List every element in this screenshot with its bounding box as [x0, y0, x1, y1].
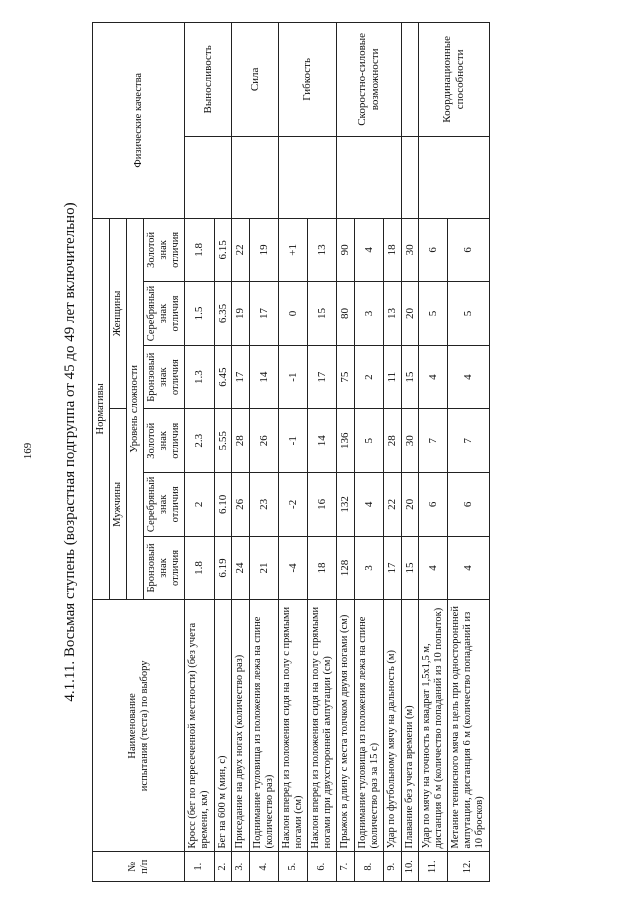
row-value: 1.8: [185, 536, 214, 600]
row-num: 5.: [278, 852, 307, 882]
rotated-page-content: [56, 22, 640, 882]
quality-blank: [419, 136, 489, 218]
table-row: [337, 23, 355, 882]
row-value: 1.5: [185, 282, 214, 346]
row-value: 6: [419, 218, 448, 282]
row-value: 30: [401, 218, 419, 282]
row-test-name: Поднимание туловища из положения лежа на спине (количество раз за 15 с): [354, 600, 383, 852]
row-value: 13: [308, 218, 337, 282]
row-value: 6.15: [214, 218, 232, 282]
row-value: 13: [383, 282, 401, 346]
normatives-table: [92, 22, 490, 882]
row-test-name: Метание теннисного мяча в цель при одностороннней ампутации, дистанция 6 м (количество попаданий из 10 бросков): [448, 600, 489, 852]
header-qualities: Физические качества: [93, 23, 185, 219]
header-women: Женщины: [110, 218, 127, 409]
row-value: 4: [419, 536, 448, 600]
row-value: 5: [354, 409, 383, 473]
row-value: 4: [419, 345, 448, 409]
header-badge: Бронзовый знак отличия: [144, 536, 185, 600]
row-value: 15: [401, 345, 419, 409]
row-value: 19: [232, 282, 250, 346]
row-value: 26: [232, 473, 250, 537]
header-men: Мужчины: [110, 409, 127, 600]
row-value: 5: [448, 282, 489, 346]
row-value: 20: [401, 473, 419, 537]
row-value: 80: [337, 282, 355, 346]
table-row: [278, 23, 307, 882]
row-value: 21: [249, 536, 278, 600]
quality-endurance: Выносливость: [185, 23, 232, 137]
quality-blank: [401, 23, 419, 137]
row-value: 0: [278, 282, 307, 346]
row-num: 7.: [337, 852, 355, 882]
row-value: 4: [354, 218, 383, 282]
row-value: 14: [249, 345, 278, 409]
row-value: 16: [308, 473, 337, 537]
row-value: -4: [278, 536, 307, 600]
row-value: 19: [249, 218, 278, 282]
row-value: 6.45: [214, 345, 232, 409]
row-value: 1.8: [185, 218, 214, 282]
row-test-name: Поднимание туловища из положения лежа на спине (количество раз): [249, 600, 278, 852]
header-normatives: Нормативы: [93, 218, 110, 600]
row-value: 17: [249, 282, 278, 346]
row-value: 75: [337, 345, 355, 409]
row-test-name: Кросс (бег по пересеченной местности) (без учета времени, км): [185, 600, 214, 852]
page-heading: 4.1.11. Восьмая ступень (возрастная подгруппа от 45 до 49 лет включительно): [62, 202, 78, 702]
quality-flexibility: Гибкость: [278, 23, 336, 137]
header-num: № п/п: [93, 852, 185, 882]
row-value: 28: [383, 409, 401, 473]
row-value: 7: [419, 409, 448, 473]
row-value: -2: [278, 473, 307, 537]
page-number: 169: [22, 442, 34, 460]
row-num: 9.: [383, 852, 401, 882]
row-num: 8.: [354, 852, 383, 882]
row-value: 4: [448, 345, 489, 409]
row-num: 2.: [214, 852, 232, 882]
row-value: 3: [354, 536, 383, 600]
row-value: 2: [354, 345, 383, 409]
row-value: 22: [232, 218, 250, 282]
row-value: 6: [448, 473, 489, 537]
row-test-name: Приседание на двух ногах (количество раз): [232, 600, 250, 852]
quality-speed-strength: Скоростно-силовые возможности: [337, 23, 401, 137]
row-test-name: Бег на 600 м (мин, с): [214, 600, 232, 852]
row-num: 3.: [232, 852, 250, 882]
row-test-name: Наклон вперед из положения сидя на полу с прямыми ногами при двухсторонней ампутации (см): [308, 600, 337, 852]
row-num: 1.: [185, 852, 214, 882]
row-value: 30: [401, 409, 419, 473]
row-value: -1: [278, 409, 307, 473]
row-test-name: Прыжок в длину с места толчком двумя ногами (см): [337, 600, 355, 852]
row-value: 24: [232, 536, 250, 600]
row-value: 6.35: [214, 282, 232, 346]
quality-blank: [278, 136, 336, 218]
header-badge: Серебряный знак отличия: [144, 473, 185, 537]
row-num: 12.: [448, 852, 489, 882]
row-test-name: Удар по футбольному мячу на дальность (м): [383, 600, 401, 852]
row-num: 10.: [401, 852, 419, 882]
row-test-name: Плавание без учета времени (м): [401, 600, 419, 852]
row-value: 132: [337, 473, 355, 537]
row-value: 90: [337, 218, 355, 282]
header-badge: Бронзовый знак отличия: [144, 345, 185, 409]
header-badge: Золотой знак отличия: [144, 218, 185, 282]
table-row: [232, 23, 250, 882]
row-test-name: Наклон вперед из положения сидя на полу с прямыми ногами (см): [278, 600, 307, 852]
row-value: 6: [448, 218, 489, 282]
table-row: [185, 23, 214, 882]
row-value: 28: [232, 409, 250, 473]
row-value: 18: [383, 218, 401, 282]
quality-blank: [337, 136, 401, 218]
row-value: 5.55: [214, 409, 232, 473]
row-num: 6.: [308, 852, 337, 882]
header-badge: Золотой знак отличия: [144, 409, 185, 473]
row-value: 128: [337, 536, 355, 600]
row-value: 18: [308, 536, 337, 600]
quality-strength: Сила: [232, 23, 279, 137]
row-value: 15: [401, 536, 419, 600]
row-value: 17: [308, 345, 337, 409]
row-value: 7: [448, 409, 489, 473]
row-value: 5: [419, 282, 448, 346]
row-value: 1.3: [185, 345, 214, 409]
row-num: 4.: [249, 852, 278, 882]
header-row-1: [93, 23, 110, 882]
quality-coordination: Координационные способности: [419, 23, 489, 137]
header-badge: Серебряный знак отличия: [144, 282, 185, 346]
row-value: -1: [278, 345, 307, 409]
row-value: 6.10: [214, 473, 232, 537]
row-value: +1: [278, 218, 307, 282]
quality-blank: [232, 136, 279, 218]
row-value: 6: [419, 473, 448, 537]
quality-blank: [401, 136, 419, 218]
header-name: Наименование испытания (теста) по выбору: [93, 600, 185, 852]
row-value: 17: [232, 345, 250, 409]
row-num: 11.: [419, 852, 448, 882]
row-test-name: Удар по мячу на точность в квадрат 1,5х1,5 м, дистанция 6 м (количество попаданий из 10 попыток): [419, 600, 448, 852]
row-value: 6.19: [214, 536, 232, 600]
row-value: 20: [401, 282, 419, 346]
row-value: 3: [354, 282, 383, 346]
row-value: 2.3: [185, 409, 214, 473]
row-value: 26: [249, 409, 278, 473]
row-value: 136: [337, 409, 355, 473]
row-value: 14: [308, 409, 337, 473]
table-row: [419, 23, 448, 882]
header-difficulty: Уровень сложности: [127, 218, 144, 600]
table-row: [401, 23, 419, 882]
row-value: 22: [383, 473, 401, 537]
quality-blank: [185, 136, 232, 218]
row-value: 4: [354, 473, 383, 537]
row-value: 4: [448, 536, 489, 600]
row-value: 23: [249, 473, 278, 537]
row-value: 2: [185, 473, 214, 537]
row-value: 15: [308, 282, 337, 346]
row-value: 17: [383, 536, 401, 600]
row-value: 11: [383, 345, 401, 409]
